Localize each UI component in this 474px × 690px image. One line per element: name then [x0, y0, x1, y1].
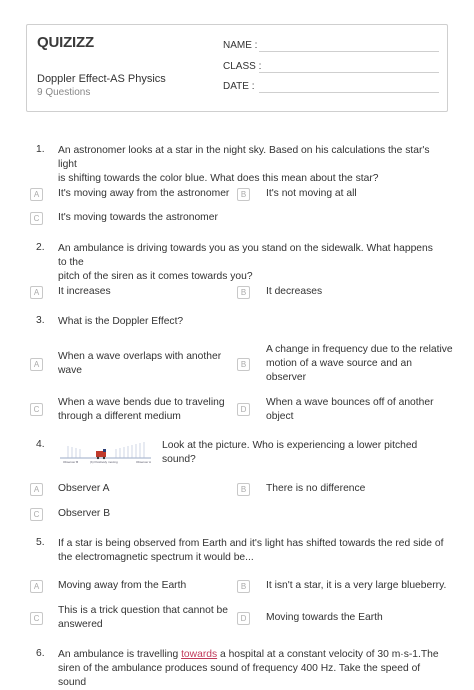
question-count: 9 Questions	[37, 87, 91, 98]
question-text	[58, 648, 444, 690]
towards-link[interactable]: towards	[181, 649, 218, 660]
name-field[interactable]	[223, 40, 257, 51]
question-line: is shifting towards the color blue. What does this mean about the star?	[58, 173, 379, 184]
option-line: answered	[58, 619, 103, 630]
option-line: A change in frequency due to the relative	[266, 344, 453, 355]
image-label: (b) Positively moving	[90, 460, 118, 464]
option-text: There is no difference	[266, 483, 366, 494]
option-text: Moving away from the Earth	[58, 580, 187, 591]
question-line: If a star is being observed from Earth and it's light has shifted towards the red side of	[58, 538, 444, 549]
class-line	[259, 72, 439, 73]
question-number: 2.	[36, 242, 45, 253]
option-d-box[interactable]: D	[237, 403, 250, 416]
image-label: Observer A	[136, 460, 152, 464]
option-a-box[interactable]: A	[30, 188, 43, 201]
question-text	[162, 439, 452, 467]
question-line: Look at the picture. Who is experiencing a lower pitched sound?	[162, 440, 418, 465]
question-number: 1.	[36, 144, 45, 155]
option-text: It isn't a star, it is a very large blueberry.	[266, 580, 447, 591]
question-text	[58, 315, 444, 329]
image-label: Observer B	[63, 460, 79, 464]
option-text: It's moving away from the astronomer	[58, 188, 230, 199]
question-text-part: a hospital at a constant velocity of 30 m·s-1.The	[217, 649, 439, 660]
doppler-ambulance-image	[58, 438, 153, 466]
option-line: When a wave bends due to traveling	[58, 397, 225, 408]
option-text	[58, 604, 228, 632]
question-line	[58, 648, 444, 662]
name-line	[259, 51, 439, 52]
option-text	[266, 396, 434, 424]
question-line: pitch of the siren as it comes towards you?	[58, 271, 253, 282]
option-b-box[interactable]: B	[237, 483, 250, 496]
option-a-box[interactable]: A	[30, 358, 43, 371]
worksheet-title: Doppler Effect-AS Physics	[37, 73, 166, 85]
option-c-box[interactable]: C	[30, 212, 43, 225]
option-text	[58, 396, 225, 424]
option-text: It decreases	[266, 286, 323, 297]
class-field[interactable]	[223, 61, 261, 72]
option-a-box[interactable]: A	[30, 580, 43, 593]
option-text	[266, 343, 453, 385]
question-number: 5.	[36, 537, 45, 548]
question-line: siren of the ambulance produces sound of frequency 400 Hz. Take the speed of sound	[58, 663, 421, 688]
option-text: Observer B	[58, 508, 111, 519]
question-number: 6.	[36, 648, 45, 659]
option-b-box[interactable]: B	[237, 580, 250, 593]
option-line: through a different medium	[58, 411, 181, 422]
option-line: motion of a wave source and an	[266, 358, 412, 369]
name-label: NAME :	[223, 40, 258, 51]
question-line: the electromagnetic spectrum it would be...	[58, 552, 254, 563]
option-line: wave	[58, 365, 83, 376]
question-text-part: An ambulance is travelling	[58, 649, 182, 660]
option-b-box[interactable]: B	[237, 188, 250, 201]
option-c-box[interactable]: C	[30, 403, 43, 416]
option-b-box[interactable]: B	[237, 286, 250, 299]
option-c-box[interactable]: C	[30, 612, 43, 625]
option-b-box[interactable]: B	[237, 358, 250, 371]
date-label: DATE :	[223, 81, 255, 92]
option-a-box[interactable]: A	[30, 286, 43, 299]
option-d-box[interactable]: D	[237, 612, 250, 625]
option-line: observer	[266, 372, 307, 383]
question-number: 3.	[36, 315, 45, 326]
option-line: When a wave overlaps with another	[58, 351, 222, 362]
option-text: Observer A	[58, 483, 110, 494]
option-text	[58, 350, 221, 378]
question-line: An astronomer looks at a star in the night sky. Based on his calculations the star's light	[58, 145, 430, 170]
question-text	[58, 242, 444, 284]
class-label: CLASS :	[223, 61, 262, 72]
option-line: This is a trick question that cannot be	[58, 605, 228, 616]
option-a-box[interactable]: A	[30, 483, 43, 496]
question-number: 4.	[36, 439, 45, 450]
question-line: What is the Doppler Effect?	[58, 316, 184, 327]
date-line	[259, 92, 439, 93]
option-text: It's not moving at all	[266, 188, 357, 199]
option-line: When a wave bounces off of another	[266, 397, 434, 408]
date-field[interactable]	[223, 81, 254, 92]
option-text: Moving towards the Earth	[266, 612, 383, 623]
option-text: It's moving towards the astronomer	[58, 212, 218, 223]
quizizz-logo: QUIZIZZ	[37, 34, 94, 51]
option-c-box[interactable]: C	[30, 508, 43, 521]
option-line: object	[266, 411, 294, 422]
question-text	[58, 144, 444, 186]
question-line: An ambulance is driving towards you as you stand on the sidewalk. What happens to the	[58, 243, 433, 268]
option-text: It increases	[58, 286, 111, 297]
question-text	[58, 537, 444, 565]
